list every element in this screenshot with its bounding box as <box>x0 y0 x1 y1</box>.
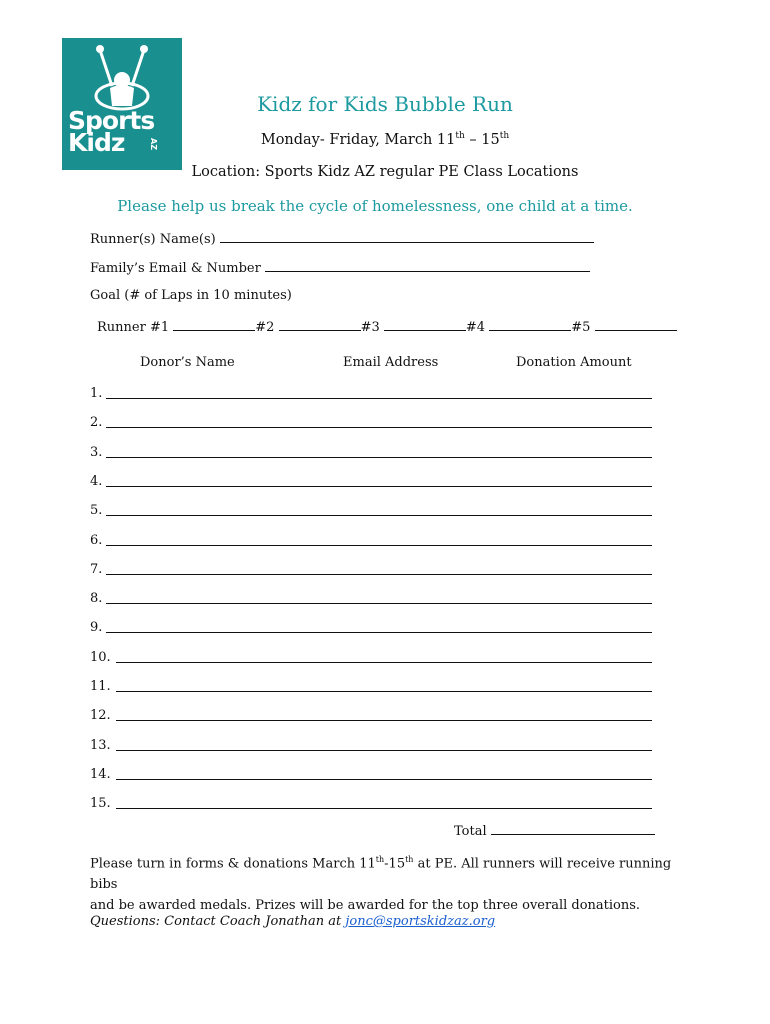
footer-line-1: Please turn in forms & donations March 11th-15th at PE. All runners will receive running bibs <box>90 855 672 893</box>
donor-row-number: 1. <box>90 386 103 401</box>
page-title: Kidz for Kids Bubble Run <box>257 92 513 116</box>
donor-row-line[interactable] <box>106 545 652 546</box>
runners-name-line[interactable] <box>220 230 594 243</box>
donor-row-line[interactable] <box>116 808 652 809</box>
donor-row-number: 6. <box>90 532 103 548</box>
donor-row-number: 12. <box>90 708 111 724</box>
runner-4-line[interactable] <box>489 318 571 331</box>
donor-row-line[interactable] <box>106 603 652 604</box>
donor-row-line[interactable] <box>106 457 652 458</box>
header-donor-name: Donor’s Name <box>140 355 235 370</box>
family-email-field[interactable] <box>90 259 590 276</box>
logo-line-2: Kidz <box>68 128 125 157</box>
total-line[interactable] <box>491 822 655 835</box>
total-field[interactable] <box>454 822 655 839</box>
donor-row-number: 11. <box>90 679 111 694</box>
questions-line <box>90 914 495 929</box>
runner-2-label: #2 <box>255 320 275 335</box>
donor-row[interactable] <box>90 412 652 430</box>
donor-row-line[interactable] <box>106 427 652 428</box>
donor-row-line[interactable] <box>106 398 652 399</box>
donor-row[interactable] <box>90 793 652 811</box>
runner-3-line[interactable] <box>384 318 466 331</box>
plea-text: Please help us break the cycle of homelessness, one child at a time. <box>117 197 633 215</box>
runner-4-label: #4 <box>465 320 486 335</box>
questions-text: Questions: Contact Coach Jonathan at <box>90 914 346 929</box>
donor-row-number: 3. <box>90 444 103 460</box>
donor-row-number: 2. <box>90 415 103 431</box>
runner-1-line[interactable] <box>173 318 255 331</box>
donor-row-number: 9. <box>90 620 103 636</box>
total-label: Total <box>454 824 487 839</box>
donor-row[interactable] <box>90 471 652 489</box>
runner-5-label: #5 <box>571 320 591 335</box>
donor-row-line[interactable] <box>106 632 652 633</box>
footer-instructions <box>90 849 690 916</box>
family-email-line[interactable] <box>265 259 590 272</box>
donor-row[interactable] <box>90 735 652 753</box>
donor-row[interactable] <box>90 559 652 577</box>
donor-row-line[interactable] <box>116 720 652 721</box>
donor-row-line[interactable] <box>116 779 652 780</box>
donor-row[interactable] <box>90 705 652 723</box>
header-email-address: Email Address <box>343 355 439 370</box>
donor-row[interactable] <box>90 588 652 606</box>
runner-5-line[interactable] <box>595 318 677 331</box>
runner-goals-row[interactable] <box>97 318 677 335</box>
donor-row-line[interactable] <box>106 486 652 487</box>
donor-row-number: 7. <box>90 561 103 577</box>
donor-row-number: 15. <box>90 796 111 812</box>
header-donation-amount: Donation Amount <box>516 355 632 370</box>
donor-row-line[interactable] <box>106 515 652 516</box>
goal-label: Goal (# of Laps in 10 minutes) <box>90 288 292 303</box>
donor-row-line[interactable] <box>116 750 652 751</box>
runner-3-label: #3 <box>360 320 380 335</box>
donor-row[interactable] <box>90 442 652 460</box>
runner-1-label: Runner #1 <box>97 320 170 335</box>
donor-row[interactable] <box>90 764 652 782</box>
contact-email-link[interactable]: jonc@sportskidzaz.org <box>345 914 496 929</box>
donor-row[interactable] <box>90 383 652 401</box>
family-email-label: Family’s Email & Number <box>90 261 261 276</box>
donor-row-line[interactable] <box>106 574 652 575</box>
logo-az: AZ <box>149 138 158 150</box>
donor-row-number: 14. <box>90 766 111 782</box>
donor-row-number: 10. <box>90 649 111 665</box>
runner-2-line[interactable] <box>279 318 361 331</box>
donor-row[interactable] <box>90 676 652 694</box>
donor-row-number: 8. <box>90 591 103 607</box>
donor-row-number: 5. <box>90 503 103 519</box>
logo-line-1: Sports <box>68 106 155 135</box>
donor-row-line[interactable] <box>116 662 652 663</box>
donor-row[interactable] <box>90 500 652 518</box>
donor-row[interactable] <box>90 617 652 635</box>
event-location: Location: Sports Kidz AZ regular PE Class Locations <box>191 164 579 180</box>
runners-name-field[interactable] <box>90 230 594 247</box>
donor-row-number: 13. <box>90 737 111 753</box>
event-dates: Monday- Friday, March 11th – 15th <box>260 131 510 148</box>
donor-row[interactable] <box>90 647 652 665</box>
runners-name-label: Runner(s) Name(s) <box>90 232 216 247</box>
donor-row[interactable] <box>90 530 652 548</box>
donor-row-number: 4. <box>90 473 103 489</box>
footer-line-2: and be awarded medals. Prizes will be awarded for the top three overall donations. <box>90 898 641 914</box>
donor-row-line[interactable] <box>116 691 652 692</box>
